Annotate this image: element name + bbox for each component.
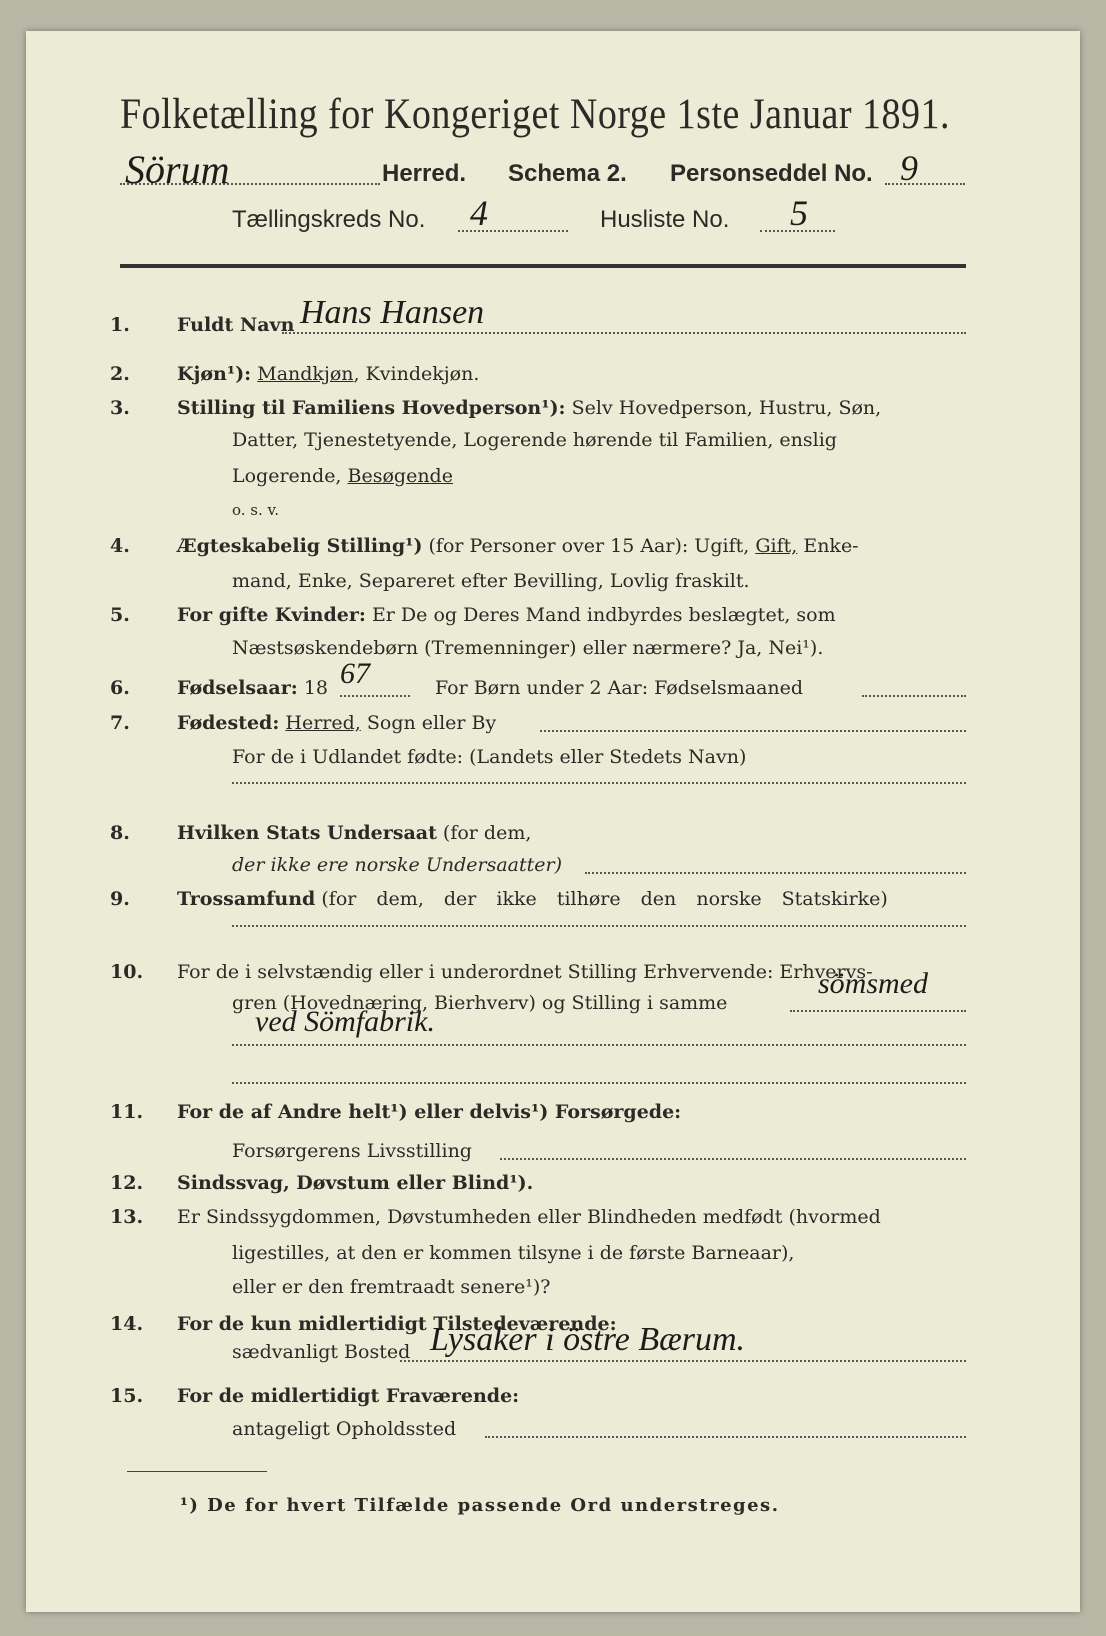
item-13-line-3: eller er den fremtraadt senere¹)? [232,1276,551,1298]
item-3-options-2: Datter, Tjenestetyende, Logerende hørende til Familien, enslig [232,429,837,451]
item-9-label: Trossamfund [177,888,316,910]
item-13-number: 13. [110,1206,144,1228]
item-4-label: Ægteskabelig Stilling¹) [177,535,423,557]
item-7-line [177,711,496,735]
item-6-rest: For Børn under 2 Aar: Fødselsmaaned [435,677,804,699]
form-title: Folketælling for Kongeriget Norge 1ste Januar 1891. [120,89,951,139]
item-4-line-1 [177,534,859,558]
item-13-line-1: Er Sindssygdommen, Døvstumheden eller Blindheden medfødt (hvormed [177,1206,881,1228]
item-8-number: 8. [110,822,130,844]
item-9-text: (for dem, der ikke tilhøre den norske Statskirke) [321,888,888,910]
item-11-number: 11. [110,1101,144,1123]
item-4-text: (for Personer over 15 Aar): Ugift, [428,535,756,557]
item-12-label: Sindssvag, Døvstum eller Blind¹). [177,1172,534,1194]
item-3-line-3 [232,464,453,488]
item-4-number: 4. [110,535,130,557]
herred-value[interactable]: Sörum [125,147,230,192]
kreds-label: Tællingskreds No. [232,206,426,233]
item-7-label: Fødested: [177,712,280,734]
item-10-number: 10. [110,961,144,983]
occupation-value[interactable]: sömsmed [818,967,928,1000]
birth-year-prefix: 18 [303,677,328,699]
item-7-field-line-2 [232,782,966,784]
item-6-label: Fødselsaar: [177,677,298,699]
husliste-value[interactable]: 5 [790,193,808,233]
birth-month-field-line [862,695,966,697]
item-8-label: Hvilken Stats Undersaat [177,822,437,844]
birth-year-value[interactable]: 67 [340,657,370,690]
item-14-number: 14. [110,1313,144,1335]
item-5-text: Er De og Deres Mand indbyrdes beslægtet, som [371,604,836,626]
item-1-label: Fuldt Navn [177,314,295,336]
item-5-label: For gifte Kvinder: [177,604,366,626]
item-6-number: 6. [110,677,130,699]
item-3-options-3: Logerende, [232,465,348,487]
item-11-label: For de af Andre helt¹) eller delvis¹) Forsørgede: [177,1101,682,1123]
option-herred-underlined[interactable]: Herred, [285,712,361,734]
item-12-number: 12. [110,1172,144,1194]
item-2-rest: , Kvindekjøn. [353,363,480,385]
item-6-line [177,676,328,700]
item-3-osv: o. s. v. [232,501,279,519]
personseddel-value[interactable]: 9 [900,148,918,188]
option-gift-underlined[interactable]: Gift, [755,535,798,557]
item-2-line [177,362,479,386]
item-11-line-2: Forsørgerens Livsstilling [232,1140,472,1162]
item-10-field-line [790,1010,966,1012]
item-4-text-b: Enke- [797,535,859,557]
item-4-line-2: mand, Enke, Separeret efter Bevilling, Lovlig fraskilt. [232,570,750,592]
item-8-text: (for dem, [442,822,532,844]
item-14-label: For de kun midlertidigt Tilstedeværende: [177,1313,617,1335]
item-15-field-line [485,1436,966,1438]
schema-label: Schema 2. [508,160,627,187]
item-3-options-1: Selv Hovedperson, Hustru, Søn, [571,397,882,419]
item-8-field-line [585,872,966,874]
item-15-label: For de midlertidigt Fraværende: [177,1385,520,1407]
item-8-line-2: der ikke ere norske Undersaatter) [232,854,562,876]
item-5-line-2: Næstsøskendebørn (Tremenninger) eller nærmere? Ja, Nei¹). [232,637,824,659]
item-15-number: 15. [110,1385,144,1407]
item-7-rest: Sogn eller By [360,712,497,734]
item-7-line-2: For de i Udlandet fødte: (Landets eller Stedets Navn) [232,746,747,768]
item-10-field-line-3 [232,1082,966,1084]
herred-label: Herred. [382,160,467,187]
item-2-label: Kjøn¹): [177,363,252,385]
item-5-number: 5. [110,604,130,626]
option-besogende-underlined[interactable]: Besøgende [347,465,453,487]
item-8-line [177,821,531,845]
header-divider [120,264,966,268]
item-2-number: 2. [110,363,130,385]
item-11-field-line [500,1158,966,1160]
birth-year-field-line [340,695,410,697]
full-name-value[interactable]: Hans Hansen [300,294,485,331]
personseddel-field-line [885,183,965,185]
usual-residence-value[interactable]: Lysaker i östre Bærum. [430,1321,746,1358]
item-13-line-2: ligestilles, at den er kommen tilsyne i de første Barneaar), [232,1242,795,1264]
footnote: ¹) De for hvert Tilfælde passende Ord understreges. [180,1495,780,1516]
kreds-value[interactable]: 4 [470,193,488,233]
item-9-field-line [232,925,966,927]
item-5-line-1 [177,603,836,627]
item-10-line-2: gren (Hovednæring, Bierhverv) og Stilling i samme [232,992,728,1014]
item-1-number: 1. [110,314,130,336]
item-15-line-2: antageligt Opholdssted [232,1418,457,1440]
footnote-rule [127,1471,267,1472]
item-3-line-1 [177,396,881,420]
item-9-number: 9. [110,888,130,910]
occupation-value-2[interactable]: ved Sömfabrik. [255,1005,435,1038]
option-mandkjon-underlined[interactable]: Mandkjøn [257,363,354,385]
item-14-field-line [400,1360,966,1362]
item-1-field-line [282,332,966,334]
item-7-number: 7. [110,712,130,734]
item-7-field-line [540,730,966,732]
item-14-line-2: sædvanligt Bosted [232,1341,411,1363]
item-10-field-line-2 [232,1044,966,1046]
husliste-label: Husliste No. [600,206,730,233]
item-10-label: For de i selvstændig eller i underordnet Stilling Erhvervende: Erhvervs- [177,961,873,983]
personseddel-label: Personseddel No. [670,160,873,187]
item-3-number: 3. [110,397,130,419]
item-9-line [177,887,888,911]
item-3-label: Stilling til Familiens Hovedperson¹): [177,397,566,419]
